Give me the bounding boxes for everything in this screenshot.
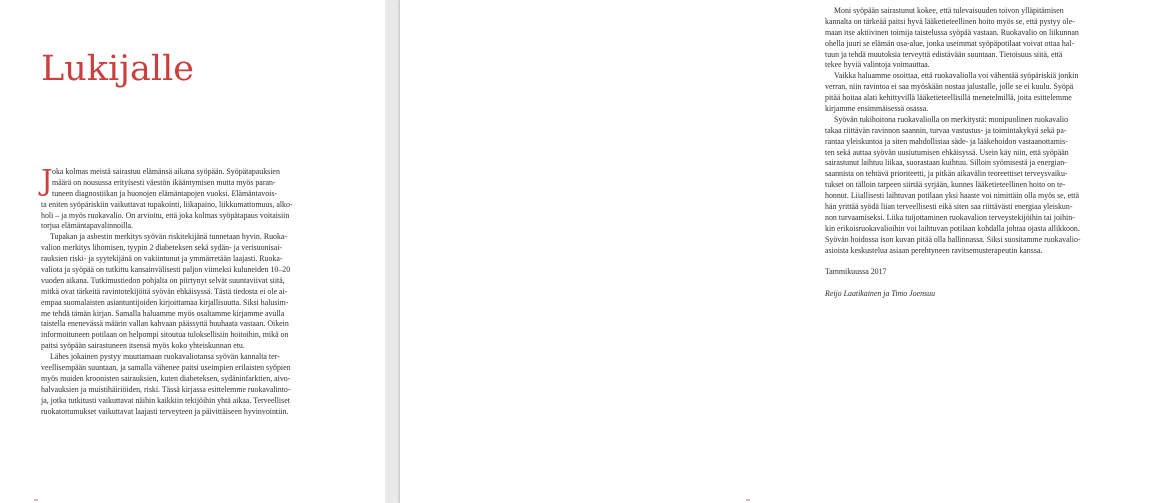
text-line: ohella juuri se elämän osa-alue, jonka useimmat syöpäpotilaat voivat ottaa hal- bbox=[825, 38, 1075, 48]
text-line: sairastunut laihtuu liikaa, suorastaan kuihtuu. Silloin syömisestä ja energian- bbox=[825, 158, 1067, 168]
text-line: Lähes jokainen pystyy muuttamaan ruokavaliotansa syövän kannalta ter- bbox=[50, 352, 280, 362]
text-line: myös muiden kroonisten sairauksien, kuten diabeteksen, sydäninfarktien, aivo- bbox=[41, 373, 291, 383]
right-body-text bbox=[825, 6, 1155, 300]
text-line: tuun ja tehdä muutoksia terveyttä edistävään suuntaan. Tietoisuus siitä, että bbox=[825, 49, 1063, 59]
date-line: Tammikuussa 2017 bbox=[825, 267, 887, 277]
text-line: maan itse aktiivinen toimija taistelussa syöpää vastaan. Ruokavalio on liikunnan bbox=[825, 27, 1079, 37]
page-heading: Lukijalle bbox=[41, 49, 195, 89]
text-line: takaa riittävän ravinnon saannin, turvaa vastustus- ja toimintakykyä sekä pa- bbox=[825, 125, 1067, 135]
text-line: kirjamme ensimmäisessä osassa. bbox=[825, 104, 929, 114]
text-line: honnut. Liiallisesti laihtuvan potilaan yksi haaste voi nimittäin olla myös se, että bbox=[825, 191, 1079, 201]
left-body-text bbox=[41, 163, 361, 417]
text-line: Tupakan ja asbestin merkitys syövän riskitekijänä tunnetaan hyvin. Ruoka- bbox=[50, 232, 288, 242]
text-line: tuneen diagnostiikan ja huonojen elämäntapojen vuoksi. Elämäntavois- bbox=[52, 188, 278, 198]
text-line: ta eniten syöpäriskiin vaikuttavat tupakointi, liikapaino, liikkumattomuus, alko- bbox=[41, 199, 293, 209]
text-line: ruokatottumukset vaikuttavat laajasti terveyteen ja päivittäiseen hyvinvointiin. bbox=[41, 406, 289, 416]
text-line: mitkä ovat tärkeitä ravintotekijöitä syövän ehkäisyssä. Tästä tiedosta ei ole ai- bbox=[41, 286, 288, 296]
text-line: valiota ja syöpää on tutkittu kansainvälisesti paljon viimeksi kuluneiden 10–20 bbox=[41, 265, 291, 275]
text-line: oka kolmas meistä sairastuu elämänsä aikana syöpään. Syöpätapauksien bbox=[52, 167, 280, 176]
text-line: non turvaamiseksi. Liika tuijottaminen ruokavalion terveystekijöihin tai joihin- bbox=[825, 212, 1075, 222]
text-line: torjua elämäntapavalinnoilla. bbox=[41, 221, 134, 231]
text-line: pitää hoitaa alati kehittyvillä lääketieteellisillä menetelmillä, joita esittelemme bbox=[825, 93, 1072, 103]
page-gutter bbox=[385, 0, 400, 503]
text-line: vuoden aikana. Tutkimustiedon pohjalta on piirtynyt selvät suuntaviivat siitä, bbox=[41, 275, 285, 285]
page-edge-mark bbox=[746, 499, 750, 501]
text-line: rauksien riski- ja syytekijänä on vakiintunut ja ymmärretään laajasti. Ruoka- bbox=[41, 254, 283, 264]
text-line: rantaa yleiskuntoa ja siten mahdollistaa säde- ja lääkehoidon vastaanottamis- bbox=[825, 136, 1068, 146]
text-line: paitsi syöpään sairastuneen itsensä myös koko yhteiskunnan etu. bbox=[41, 341, 245, 351]
text-line: me tehdä tämän kirjan. Samalla haluamme myös osaltamme kirjamme avulla bbox=[41, 308, 285, 318]
text-line: ten sekä auttaa syövän uusiutumisen ehkäisyssä. Usein käy niin, että syöpään bbox=[825, 147, 1069, 157]
text-line: Syövän hoidossa ison kuvan pitää olla hallinnassa. Siksi suositamme ruokavalio- bbox=[825, 234, 1081, 244]
text-line: Syövän tukihoitona ruokavaliolla on merkitystä: monipuolinen ruokavalio bbox=[834, 114, 1069, 124]
text-line: kannalta on tärkeää paitsi hyvä lääketieteellinen hoito myös se, että pystyy ole- bbox=[825, 16, 1075, 26]
text-line: tukset on tälloin tarpeen siirtää syrjään, kunnes lääketieteellinen hoito on te- bbox=[825, 180, 1066, 190]
text-line: hän yrittää syödä liian terveellisesti eikä siten saa riittävästi energiaa yleiskun- bbox=[825, 202, 1073, 212]
text-line: saannista on tehtävä prioriteetti, ja pitkän aikavälin teoreettiset terveysvaiku- bbox=[825, 169, 1068, 179]
text-line: empaa suomalaisten asiantuntijoiden kirjoittamaa kirjallisuutta. Siksi halusim- bbox=[41, 297, 289, 307]
page-edge-mark bbox=[34, 499, 38, 501]
paragraph-gap bbox=[825, 278, 1155, 289]
text-line: informoituneen potilaan on helpompi sitoutua tuloksellisiin hoitoihin, mikä on bbox=[41, 330, 289, 340]
text-line: veellisempään suuntaan, ja samalla vähenee paitsi useimpien erilaisten syöpien bbox=[41, 363, 291, 373]
drop-cap: J bbox=[41, 163, 53, 197]
text-line: Moni syöpään sairastunut kokee, että tulevaisuuden toivon ylläpitämisen bbox=[834, 6, 1064, 15]
text-line: kin erikoisruokavalioihin voi laihtuvan potilaan kohdalla johtaa ojasta allikkoon. bbox=[825, 223, 1080, 233]
text-line: ja, jotka tutkitusti vaikuttavat näihin kaikkiin tekijöihin yhtä aikaa. Terveelliset bbox=[41, 395, 290, 405]
paragraph-gap bbox=[825, 256, 1155, 267]
text-line: Vaikka haluamme osoittaa, että ruokavaliolla voi vähentää syöpäriskiä jonkin bbox=[834, 71, 1079, 81]
text-line: taistella enenevässä määrin vallan kahvaan päässyttä huuhaata vastaan. Oikein bbox=[41, 319, 289, 329]
right-page bbox=[400, 0, 1081, 503]
text-line: valion merkitys lihomisen, tyypin 2 diabeteksen sekä sydän- ja verisuonisai- bbox=[41, 243, 283, 253]
left-page bbox=[0, 0, 385, 503]
text-line: asioista keskustelua asiaan perehtyneen ravitsemusterapeutin kanssa. bbox=[825, 245, 1043, 255]
text-line: halvauksien ja muistihäiriöiden, riski. Tässä kirjassa esittelemme ruokavalinto- bbox=[41, 384, 291, 394]
authors-signature: Reijo Laatikainen ja Timo Joensuu bbox=[825, 289, 936, 299]
text-line: määrä on nousussa erityisesti väestön ikääntymisen mutta myös paran- bbox=[52, 177, 276, 187]
text-line: verran, niin ravintoa ei saa myöskään nostaa jalustalle, jolle se ei kuulu. Syöpä bbox=[825, 82, 1074, 92]
text-line: tekee hyviä valintoja voimauttaa. bbox=[825, 60, 930, 70]
text-line: holi – ja myös ruokavalio. On arvioitu, että joka kolmas syöpätapaus voitaisiin bbox=[41, 210, 290, 220]
